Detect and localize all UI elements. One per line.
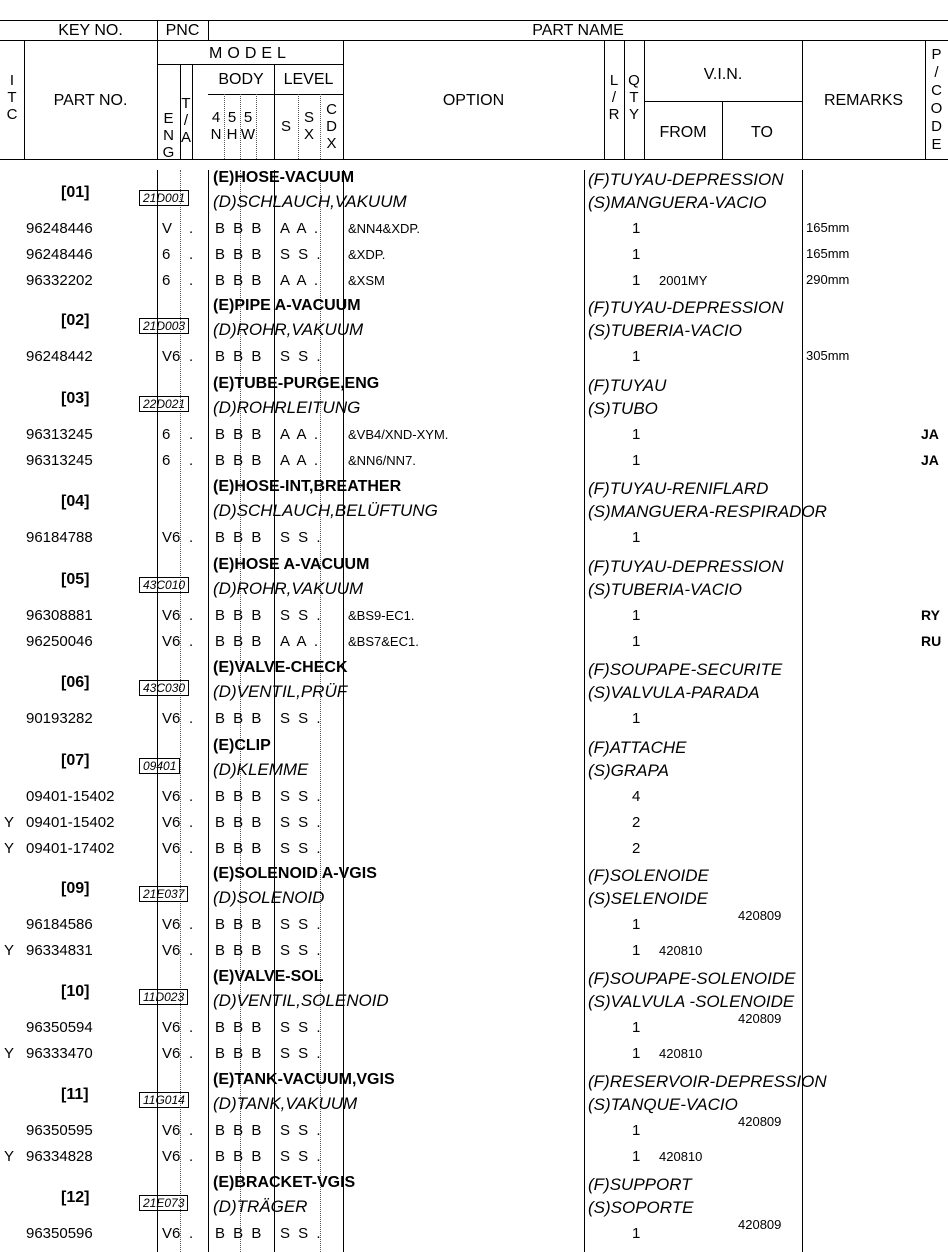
engine-code: V6 — [162, 710, 181, 727]
level-codes: A A . — [280, 271, 321, 289]
level-codes: S S . — [280, 529, 323, 546]
part-number: 96334828 — [26, 1147, 93, 1165]
part-name-fr: (F)TUYAU — [588, 376, 667, 395]
part-name-de: (D)KLEMME — [213, 760, 309, 779]
transaxle-code: . — [189, 916, 194, 933]
part-number: 96350596 — [26, 1225, 93, 1242]
part-name-en: (E)TANK-VACUUM,VGIS — [213, 1071, 395, 1088]
body-codes: B B B — [215, 451, 264, 469]
part-number: 96250046 — [26, 632, 93, 650]
itc-flag: Y — [4, 1147, 15, 1165]
part-name-de: (D)TANK,VAKUUM — [213, 1094, 358, 1113]
key-number: [12] — [61, 1189, 90, 1206]
quantity: 1 — [632, 1122, 641, 1139]
transaxle-code: . — [189, 710, 194, 727]
pnc-code: 11G014 — [139, 1092, 189, 1108]
header-bottom-rule — [0, 159, 948, 160]
vin-header: V.I.N. — [703, 66, 743, 83]
body-col-5w: 5 W — [240, 109, 256, 143]
body-codes: B B B — [215, 1122, 264, 1139]
part-name-de: (D)TRÄGER — [213, 1197, 308, 1216]
remarks: 165mm — [806, 245, 850, 261]
level-codes: S S . — [280, 710, 323, 727]
transaxle-code: . — [189, 788, 194, 805]
pnc-code: 43C030 — [139, 680, 189, 696]
level-codes: S S . — [280, 788, 323, 805]
body-codes: B B B — [215, 788, 264, 805]
part-number: 90193282 — [26, 710, 93, 727]
part-name-de: (D)ROHR,VAKUUM — [213, 579, 364, 598]
option-code: &BS9-EC1. — [348, 608, 415, 623]
option-header: OPTION — [442, 92, 505, 109]
body-codes: B B B — [215, 813, 264, 831]
body-codes: B B B — [215, 916, 264, 933]
eng-header: E N G — [162, 110, 175, 161]
body-codes: B B B — [215, 271, 264, 289]
part-name-de: (D)VENTIL,SOLENOID — [213, 991, 389, 1010]
engine-code: 6 — [162, 426, 171, 443]
part-name-es: (S)VALVULA -SOLENOIDE — [588, 992, 795, 1011]
level-col-s: S — [280, 118, 291, 135]
vin-to: 420809 — [738, 1011, 782, 1026]
quantity: 1 — [632, 348, 641, 365]
itc-flag: Y — [4, 813, 15, 831]
engine-code: V6 — [162, 1225, 181, 1242]
transaxle-code: . — [189, 1147, 194, 1165]
p-code: RU — [921, 632, 942, 649]
body-codes: B B B — [215, 607, 264, 624]
level-codes: S S . — [280, 1147, 323, 1165]
part-number: 09401-17402 — [26, 839, 115, 857]
transaxle-code: . — [189, 607, 194, 624]
part-name-en: (E)BRACKET-VGIS — [213, 1174, 356, 1191]
key-number: [01] — [61, 184, 90, 201]
transaxle-code: . — [189, 245, 194, 263]
quantity: 1 — [632, 451, 641, 469]
engine-code: V6 — [162, 1019, 181, 1036]
part-name-es: (S)TUBERIA-VACIO — [588, 580, 742, 599]
quantity: 1 — [632, 529, 641, 546]
quantity: 1 — [632, 1044, 641, 1062]
body-codes: B B B — [215, 710, 264, 727]
part-name-en: (E)VALVE-SOL — [213, 968, 324, 985]
part-name-de: (D)SCHLAUCH,BELÜFTUNG — [213, 501, 438, 520]
header-rule — [0, 40, 948, 41]
part-number: 96332202 — [26, 271, 93, 289]
part-name-fr: (F)SOUPAPE-SOLENOIDE — [588, 969, 796, 988]
engine-code: 6 — [162, 271, 171, 289]
part-number: 96184586 — [26, 916, 93, 933]
engine-code: V6 — [162, 1044, 181, 1062]
vin-to-header: TO — [751, 124, 773, 141]
key-no-header: KEY NO. — [58, 22, 123, 39]
remarks: 290mm — [806, 271, 850, 287]
part-name-de: (D)ROHR,VAKUUM — [213, 320, 364, 339]
vin-to: 420809 — [738, 908, 782, 923]
part-no-header: PART NO. — [53, 92, 128, 109]
part-name-es: (S)TANQUE-VACIO — [588, 1095, 738, 1114]
pnc-code: 21E037 — [139, 886, 188, 902]
engine-code: V6 — [162, 839, 181, 857]
level-codes: S S . — [280, 348, 323, 365]
part-number: 96308881 — [26, 607, 93, 624]
part-name-en: (E)TUBE-PURGE,ENG — [213, 375, 380, 392]
itc-flag: Y — [4, 1044, 15, 1062]
part-name-fr: (F)SOUPAPE-SECURITE — [588, 660, 783, 679]
part-name-en: (E)PIPE A-VACUUM — [213, 297, 361, 314]
part-name-es: (S)TUBO — [588, 399, 658, 418]
part-number: 96350595 — [26, 1122, 93, 1139]
col-rule — [644, 40, 645, 159]
level-codes: A A . — [280, 632, 321, 650]
key-number: [10] — [61, 983, 90, 1000]
quantity: 1 — [632, 220, 641, 237]
level-codes: A A . — [280, 426, 321, 443]
engine-code: V6 — [162, 916, 181, 933]
part-number: 96248446 — [26, 220, 93, 237]
pnc-code: 11D023 — [139, 989, 188, 1005]
level-codes: S S . — [280, 1019, 323, 1036]
vin-from: 2001MY — [659, 272, 708, 288]
engine-code: 6 — [162, 451, 171, 469]
pnc-code: 09401 — [139, 758, 180, 774]
part-name-en: (E)SOLENOID A-VGIS — [213, 865, 377, 882]
part-name-es: (S)MANGUERA-VACIO — [588, 193, 767, 212]
quantity: 1 — [632, 607, 641, 624]
transaxle-code: . — [189, 813, 194, 831]
part-name-es: (S)SOPORTE — [588, 1198, 694, 1217]
level-codes: S S . — [280, 1225, 323, 1242]
engine-code: V6 — [162, 1122, 181, 1139]
level-codes: A A . — [280, 220, 321, 237]
level-codes: S S . — [280, 607, 323, 624]
quantity: 2 — [632, 839, 641, 857]
pnc-code: 22D021 — [139, 396, 189, 412]
vin-rule — [644, 101, 802, 102]
vin-to: 420809 — [738, 1114, 782, 1129]
part-name-es: (S)TUBERIA-VACIO — [588, 321, 742, 340]
transaxle-code: . — [189, 1019, 194, 1036]
quantity: 4 — [632, 788, 641, 805]
part-name-de: (D)SCHLAUCH,VAKUUM — [213, 192, 407, 211]
level-codes: S S . — [280, 1122, 323, 1139]
option-code: &NN6/NN7. — [348, 452, 416, 468]
vin-to: 420809 — [738, 1217, 782, 1232]
part-number: 96248446 — [26, 245, 93, 263]
itc-header: I T C — [6, 72, 18, 123]
transaxle-code: . — [189, 451, 194, 469]
transaxle-code: . — [189, 941, 194, 959]
part-name-en: (E)VALVE-CHECK — [213, 659, 348, 676]
col-rule — [208, 170, 209, 1252]
transaxle-code: . — [189, 1225, 194, 1242]
option-code: &NN4&XDP. — [348, 221, 421, 236]
pnc-code: 21D003 — [139, 318, 189, 334]
part-name-fr: (F)TUYAU-DEPRESSION — [588, 170, 784, 189]
body-level-rule — [208, 94, 343, 95]
transaxle-code: . — [189, 529, 194, 546]
level-codes: S S . — [280, 839, 323, 857]
engine-code: V6 — [162, 788, 181, 805]
header-top-rule — [0, 20, 948, 21]
quantity: 1 — [632, 710, 641, 727]
part-number: 09401-15402 — [26, 813, 115, 831]
part-name-de: (D)SOLENOID — [213, 888, 325, 907]
model-rule — [157, 64, 343, 65]
engine-code: 6 — [162, 245, 171, 263]
pnc-header: PNC — [165, 22, 200, 39]
model-header: MODEL — [209, 45, 291, 62]
part-name-fr: (F)SUPPORT — [588, 1175, 692, 1194]
part-name-header: PART NAME — [532, 22, 624, 39]
body-col-4n: 4 N — [210, 109, 222, 143]
remarks-header: REMARKS — [823, 92, 904, 109]
body-codes: B B B — [215, 839, 264, 857]
level-col-cdx: C D X — [326, 101, 337, 152]
engine-code: V6 — [162, 941, 181, 959]
part-number: 96350594 — [26, 1019, 93, 1036]
vin-from: 420810 — [659, 942, 703, 958]
transaxle-code: . — [189, 632, 194, 650]
part-number: 96333470 — [26, 1044, 93, 1062]
lr-header: L / R — [608, 72, 620, 123]
engine-code: V6 — [162, 348, 181, 365]
level-codes: S S . — [280, 941, 323, 959]
part-name-en: (E)CLIP — [213, 737, 271, 754]
body-codes: B B B — [215, 245, 264, 263]
transaxle-code: . — [189, 426, 194, 443]
key-number: [07] — [61, 752, 90, 769]
part-number: 96313245 — [26, 426, 93, 443]
part-name-fr: (F)TUYAU-DEPRESSION — [588, 298, 784, 317]
vin-from: 420810 — [659, 1148, 703, 1164]
pnc-code: 21E073 — [139, 1195, 188, 1211]
pnc-code: 21D001 — [139, 190, 189, 206]
key-number: [11] — [61, 1086, 89, 1103]
body-codes: B B B — [215, 1225, 264, 1242]
vin-from: 420810 — [659, 1045, 703, 1061]
itc-flag: Y — [4, 839, 15, 857]
col-rule — [584, 170, 585, 1252]
body-codes: B B B — [215, 1044, 264, 1062]
quantity: 1 — [632, 426, 641, 443]
quantity: 1 — [632, 1225, 641, 1242]
quantity: 1 — [632, 941, 641, 959]
part-number: 96313245 — [26, 451, 93, 469]
quantity: 2 — [632, 813, 641, 831]
quantity: 1 — [632, 916, 641, 933]
part-name-de: (D)ROHRLEITUNG — [213, 398, 361, 417]
key-number: [09] — [61, 880, 90, 897]
body-codes: B B B — [215, 632, 264, 650]
p-code: JA — [921, 451, 939, 468]
quantity: 1 — [632, 271, 641, 289]
part-name-fr: (F)ATTACHE — [588, 738, 687, 757]
part-number: 96248442 — [26, 348, 93, 365]
level-col-sx: S X — [303, 109, 314, 143]
option-code: &XDP. — [348, 246, 386, 262]
remarks: 305mm — [806, 348, 850, 363]
level-codes: S S . — [280, 813, 323, 831]
engine-code: V6 — [162, 632, 181, 650]
pnc-code: 43C010 — [139, 577, 189, 593]
part-name-fr: (F)TUYAU-DEPRESSION — [588, 557, 784, 576]
part-name-es: (S)VALVULA-PARADA — [588, 683, 760, 702]
part-name-es: (S)GRAPA — [588, 761, 669, 780]
option-code: &XSM — [348, 272, 385, 288]
part-name-fr: (F)RESERVOIR-DEPRESSION — [588, 1072, 827, 1091]
level-codes: A A . — [280, 451, 321, 469]
transaxle-code: . — [189, 839, 194, 857]
ta-header: T / A — [180, 95, 191, 146]
body-col-5h: 5 H — [226, 109, 238, 143]
remarks: 165mm — [806, 220, 850, 235]
body-codes: B B B — [215, 529, 264, 546]
part-name-fr: (F)SOLENOIDE — [588, 866, 709, 885]
body-codes: B B B — [215, 426, 264, 443]
quantity: 1 — [632, 632, 641, 650]
qty-header: Q T Y — [628, 72, 640, 123]
engine-code: V6 — [162, 607, 181, 624]
p-code: RY — [921, 607, 940, 623]
body-header: BODY — [218, 71, 264, 88]
level-header: LEVEL — [283, 71, 334, 88]
p-code: JA — [921, 426, 939, 442]
engine-code: V6 — [162, 529, 181, 546]
key-number: [06] — [61, 674, 90, 691]
body-codes: B B B — [215, 348, 264, 365]
part-number: 96184788 — [26, 529, 93, 546]
part-name-de: (D)VENTIL,PRÜF — [213, 682, 348, 701]
body-codes: B B B — [215, 1147, 264, 1165]
level-codes: S S . — [280, 916, 323, 933]
col-rule — [192, 64, 193, 159]
body-codes: B B B — [215, 941, 264, 959]
vin-from-header: FROM — [659, 124, 707, 141]
transaxle-code: . — [189, 271, 194, 289]
body-codes: B B B — [215, 220, 264, 237]
part-name-en: (E)HOSE-INT,BREATHER — [213, 478, 402, 495]
itc-flag: Y — [4, 941, 15, 959]
part-name-es: (S)MANGUERA-RESPIRADOR — [588, 502, 827, 521]
transaxle-code: . — [189, 1044, 194, 1062]
engine-code: V6 — [162, 813, 181, 831]
part-number: 96334831 — [26, 941, 93, 959]
engine-code: V — [162, 220, 173, 237]
transaxle-code: . — [189, 1122, 194, 1139]
level-codes: S S . — [280, 245, 323, 263]
engine-code: V6 — [162, 1147, 181, 1165]
level-codes: S S . — [280, 1044, 323, 1062]
option-code: &BS7&EC1. — [348, 633, 419, 649]
body-codes: B B B — [215, 1019, 264, 1036]
quantity: 1 — [632, 1019, 641, 1036]
part-name-en: (E)HOSE A-VACUUM — [213, 556, 370, 573]
transaxle-code: . — [189, 348, 194, 365]
key-number: [02] — [61, 312, 90, 329]
part-name-fr: (F)TUYAU-RENIFLARD — [588, 479, 769, 498]
part-number: 09401-15402 — [26, 788, 115, 805]
quantity: 1 — [632, 1147, 641, 1165]
key-number: [04] — [61, 493, 90, 510]
pcode-header: P / C O D E — [930, 46, 943, 153]
part-name-es: (S)SELENOIDE — [588, 889, 708, 908]
transaxle-code: . — [189, 220, 194, 237]
key-number: [03] — [61, 390, 90, 407]
col-rule — [256, 94, 257, 159]
key-number: [05] — [61, 571, 90, 588]
part-name-en: (E)HOSE-VACUUM — [213, 169, 355, 186]
option-code: &VB4/XND-XYM. — [348, 427, 449, 442]
quantity: 1 — [632, 245, 641, 263]
